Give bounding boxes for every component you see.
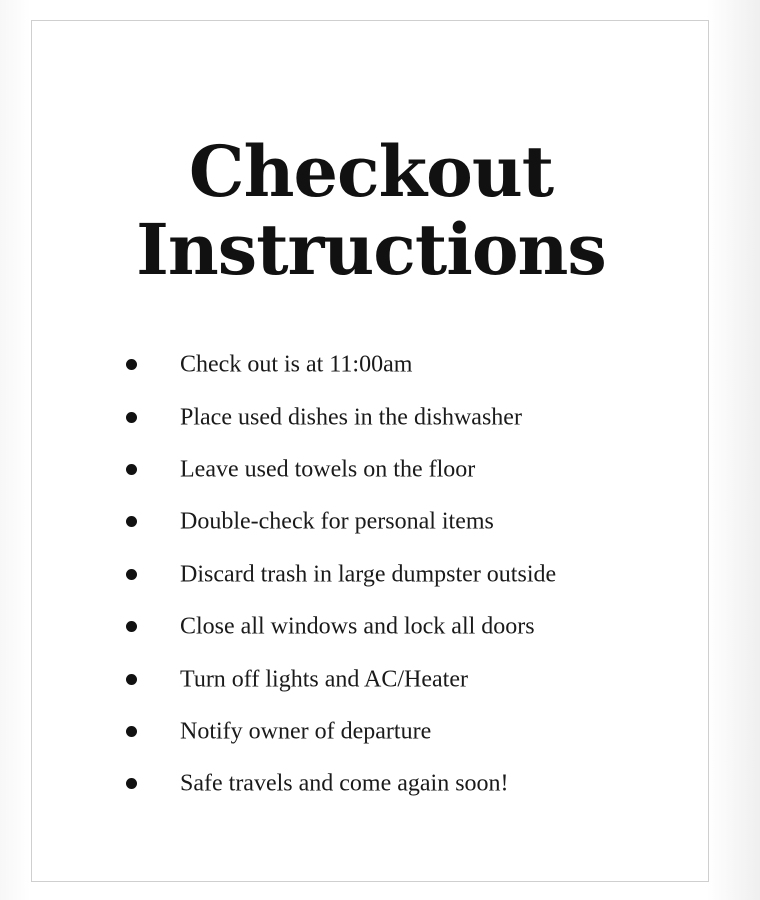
instruction-text: Place used dishes in the dishwasher — [180, 404, 522, 431]
instruction-text: Double-check for personal items — [180, 508, 494, 535]
instruction-text: Leave used towels on the floor — [180, 456, 476, 483]
list-item — [126, 706, 686, 758]
list-item — [126, 444, 686, 496]
bullet-icon — [126, 464, 137, 475]
list-item — [126, 653, 686, 705]
instruction-list — [126, 339, 686, 811]
list-item — [126, 601, 686, 653]
sheet-title — [32, 130, 710, 291]
list-item — [126, 549, 686, 601]
bullet-icon — [126, 516, 137, 527]
bullet-icon — [126, 726, 137, 737]
title-line-1: Checkout — [188, 130, 554, 213]
instruction-text: Discard trash in large dumpster outside — [180, 561, 557, 588]
bullet-icon — [126, 359, 137, 370]
bullet-icon — [126, 412, 137, 423]
list-item — [126, 496, 686, 548]
list-item — [126, 339, 686, 391]
instruction-text: Safe travels and come again soon! — [180, 770, 509, 797]
instruction-sheet — [31, 20, 709, 882]
instruction-text: Check out is at 11:00am — [180, 351, 413, 378]
bullet-icon — [126, 674, 137, 685]
instruction-text: Close all windows and lock all doors — [180, 613, 535, 640]
bullet-icon — [126, 621, 137, 632]
bullet-icon — [126, 778, 137, 789]
instruction-text: Notify owner of departure — [180, 718, 432, 745]
bullet-icon — [126, 569, 137, 580]
list-item — [126, 758, 686, 810]
title-line-2: Instructions — [136, 208, 606, 291]
instruction-text: Turn off lights and AC/Heater — [180, 666, 468, 693]
list-item — [126, 391, 686, 443]
